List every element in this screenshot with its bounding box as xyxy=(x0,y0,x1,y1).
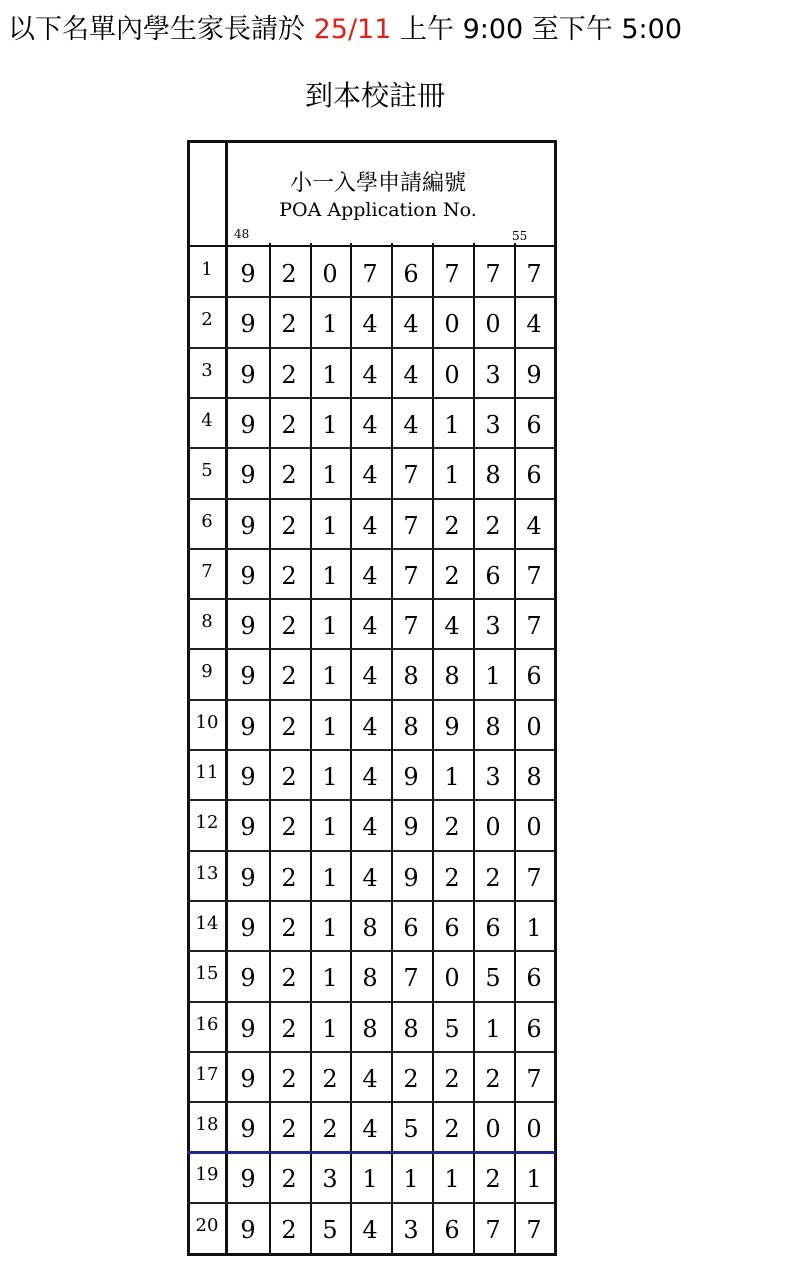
table-border-bottom xyxy=(187,1253,555,1256)
digit-cell: 2 xyxy=(281,1216,297,1244)
digit-cell: 4 xyxy=(362,763,378,791)
notice-subline: 到本校註冊 xyxy=(304,79,445,112)
digit-cell: 9 xyxy=(240,964,256,992)
row-number: 1 xyxy=(201,259,213,280)
row-number: 16 xyxy=(195,1014,219,1035)
digit-cell: 9 xyxy=(240,1065,256,1093)
row-divider xyxy=(187,1001,555,1003)
digit-cell: 0 xyxy=(485,813,501,841)
digit-cell: 2 xyxy=(281,260,297,288)
digit-cell: 4 xyxy=(362,512,378,540)
digit-cell: 7 xyxy=(485,1216,501,1244)
row-divider xyxy=(187,598,555,600)
digit-cell: 1 xyxy=(322,411,338,439)
digit-cell: 2 xyxy=(485,1165,501,1193)
digit-cell: 8 xyxy=(362,914,378,942)
table-row xyxy=(187,850,555,900)
digit-cell: 9 xyxy=(240,411,256,439)
digit-cell: 8 xyxy=(485,713,501,741)
column-position-start: 48 xyxy=(234,227,250,241)
digit-cell: 7 xyxy=(526,612,542,640)
table-row xyxy=(187,950,555,1000)
digit-cell: 2 xyxy=(485,512,501,540)
digit-cell: 1 xyxy=(526,1165,542,1193)
digit-cell: 0 xyxy=(485,1115,501,1143)
row-divider xyxy=(187,950,555,952)
table-row xyxy=(187,447,555,497)
table-header-english: POA Application No. xyxy=(279,199,477,221)
digit-cell: 9 xyxy=(240,713,256,741)
digit-cell: 1 xyxy=(485,1015,501,1043)
digit-cell: 8 xyxy=(485,461,501,489)
digit-cell: 2 xyxy=(281,1115,297,1143)
table-row xyxy=(187,246,555,296)
digit-cell: 1 xyxy=(322,713,338,741)
digit-cell: 8 xyxy=(526,763,542,791)
notice-text-start: 以下名單內學生家長請於 xyxy=(8,14,314,45)
row-divider xyxy=(187,1101,555,1103)
digit-cell: 6 xyxy=(444,1216,460,1244)
digit-cell: 2 xyxy=(281,512,297,540)
digit-cell: 9 xyxy=(444,713,460,741)
digit-cell: 7 xyxy=(526,260,542,288)
highlight-row-divider xyxy=(187,1151,555,1154)
digit-cell: 1 xyxy=(322,864,338,892)
digit-cell: 0 xyxy=(444,964,460,992)
digit-cell: 2 xyxy=(322,1065,338,1093)
digit-cell: 7 xyxy=(526,562,542,590)
digit-cell: 8 xyxy=(403,662,419,690)
row-divider xyxy=(187,799,555,801)
digit-cell: 4 xyxy=(362,864,378,892)
digit-cell: 6 xyxy=(485,914,501,942)
row-number: 18 xyxy=(195,1114,219,1135)
row-number: 10 xyxy=(195,712,219,733)
digit-cell: 9 xyxy=(240,1115,256,1143)
digit-cell: 9 xyxy=(240,562,256,590)
digit-cell: 4 xyxy=(362,411,378,439)
digit-cell: 4 xyxy=(362,361,378,389)
digit-cell: 2 xyxy=(485,1065,501,1093)
row-number: 4 xyxy=(201,410,213,431)
digit-cell: 5 xyxy=(485,964,501,992)
table-row xyxy=(187,749,555,799)
digit-cell: 7 xyxy=(526,1216,542,1244)
row-number: 11 xyxy=(195,762,219,783)
row-divider xyxy=(187,1051,555,1053)
digit-cell: 2 xyxy=(444,512,460,540)
registration-date: 25/11 xyxy=(313,14,392,45)
digit-cell: 1 xyxy=(444,461,460,489)
digit-cell: 7 xyxy=(403,562,419,590)
digit-cell: 3 xyxy=(322,1165,338,1193)
digit-cell: 4 xyxy=(362,713,378,741)
table-row xyxy=(187,548,555,598)
digit-cell: 1 xyxy=(362,1165,378,1193)
digit-cell: 9 xyxy=(240,260,256,288)
digit-cell: 7 xyxy=(403,461,419,489)
table-row xyxy=(187,799,555,849)
digit-cell: 1 xyxy=(322,964,338,992)
digit-cell: 4 xyxy=(526,310,542,338)
digit-cell: 4 xyxy=(362,813,378,841)
digit-cell: 7 xyxy=(403,612,419,640)
digit-cell: 8 xyxy=(362,1015,378,1043)
digit-cell: 2 xyxy=(281,411,297,439)
digit-cell: 7 xyxy=(403,964,419,992)
digit-cell: 2 xyxy=(281,361,297,389)
registration-notice xyxy=(8,8,783,52)
digit-cell: 2 xyxy=(444,864,460,892)
digit-cell: 9 xyxy=(240,813,256,841)
digit-cell: 8 xyxy=(403,1015,419,1043)
row-number: 17 xyxy=(195,1064,219,1085)
digit-cell: 4 xyxy=(362,612,378,640)
digit-cell: 2 xyxy=(444,1065,460,1093)
digit-cell: 6 xyxy=(526,1015,542,1043)
digit-cell: 3 xyxy=(485,763,501,791)
digit-cell: 2 xyxy=(444,1115,460,1143)
digit-cell: 4 xyxy=(362,1115,378,1143)
digit-cell: 6 xyxy=(526,461,542,489)
digit-cell: 8 xyxy=(362,964,378,992)
digit-cell: 6 xyxy=(403,260,419,288)
table-border-top xyxy=(187,140,555,143)
digit-cell: 2 xyxy=(281,1015,297,1043)
digit-cell: 1 xyxy=(444,763,460,791)
digit-cell: 4 xyxy=(362,310,378,338)
digit-cell: 7 xyxy=(362,260,378,288)
row-divider xyxy=(187,900,555,902)
digit-cell: 0 xyxy=(485,310,501,338)
digit-cell: 3 xyxy=(485,361,501,389)
digit-cell: 2 xyxy=(281,914,297,942)
digit-cell: 9 xyxy=(240,662,256,690)
digit-cell: 0 xyxy=(526,1115,542,1143)
digit-cell: 1 xyxy=(485,662,501,690)
row-divider xyxy=(187,850,555,852)
digit-cell: 9 xyxy=(403,864,419,892)
digit-cell: 4 xyxy=(362,461,378,489)
row-number: 13 xyxy=(195,863,219,884)
digit-cell: 0 xyxy=(526,713,542,741)
table-row xyxy=(187,598,555,648)
digit-cell: 1 xyxy=(322,461,338,489)
digit-cell: 4 xyxy=(362,662,378,690)
notice-text-time: 上午 9:00 至下午 5:00 xyxy=(391,14,682,45)
table-row xyxy=(187,1202,555,1252)
digit-cell: 2 xyxy=(281,662,297,690)
digit-cell: 4 xyxy=(403,411,419,439)
digit-cell: 6 xyxy=(526,662,542,690)
row-number: 5 xyxy=(201,460,213,481)
digit-cell: 8 xyxy=(444,662,460,690)
row-number: 9 xyxy=(201,661,213,682)
table-row xyxy=(187,1101,555,1151)
digit-cell: 9 xyxy=(240,310,256,338)
row-number: 3 xyxy=(201,360,213,381)
digit-cell: 4 xyxy=(362,1216,378,1244)
digit-cell: 2 xyxy=(281,813,297,841)
digit-cell: 2 xyxy=(444,562,460,590)
row-divider xyxy=(187,749,555,751)
table-row xyxy=(187,498,555,548)
row-number: 15 xyxy=(195,963,219,984)
digit-cell: 9 xyxy=(240,612,256,640)
digit-cell: 2 xyxy=(281,461,297,489)
row-number: 20 xyxy=(195,1215,219,1236)
row-divider xyxy=(187,548,555,550)
digit-cell: 9 xyxy=(240,512,256,540)
row-divider xyxy=(187,648,555,650)
digit-cell: 5 xyxy=(444,1015,460,1043)
digit-cell: 1 xyxy=(444,1165,460,1193)
digit-cell: 2 xyxy=(403,1065,419,1093)
digit-cell: 4 xyxy=(362,562,378,590)
digit-cell: 2 xyxy=(281,562,297,590)
row-number: 7 xyxy=(201,561,213,582)
digit-cell: 4 xyxy=(444,612,460,640)
table-row xyxy=(187,648,555,698)
digit-cell: 1 xyxy=(403,1165,419,1193)
digit-cell: 1 xyxy=(322,310,338,338)
digit-cell: 2 xyxy=(322,1115,338,1143)
digit-cell: 3 xyxy=(403,1216,419,1244)
table-row xyxy=(187,296,555,346)
digit-cell: 9 xyxy=(240,1165,256,1193)
digit-cell: 1 xyxy=(322,914,338,942)
digit-cell: 5 xyxy=(403,1115,419,1143)
row-number: 14 xyxy=(195,913,219,934)
digit-cell: 1 xyxy=(322,612,338,640)
digit-cell: 4 xyxy=(403,361,419,389)
digit-cell: 1 xyxy=(322,763,338,791)
row-divider xyxy=(187,296,555,298)
digit-cell: 2 xyxy=(485,864,501,892)
digit-cell: 9 xyxy=(240,914,256,942)
digit-cell: 1 xyxy=(322,1015,338,1043)
digit-cell: 2 xyxy=(281,1065,297,1093)
table-row xyxy=(187,900,555,950)
row-number: 6 xyxy=(201,511,213,532)
digit-cell: 2 xyxy=(281,713,297,741)
digit-cell: 6 xyxy=(444,914,460,942)
row-number: 2 xyxy=(201,309,213,330)
digit-cell: 9 xyxy=(240,763,256,791)
digit-cell: 8 xyxy=(403,713,419,741)
digit-cell: 2 xyxy=(281,964,297,992)
digit-cell: 1 xyxy=(322,662,338,690)
digit-cell: 2 xyxy=(281,310,297,338)
digit-cell: 4 xyxy=(362,1065,378,1093)
digit-cell: 7 xyxy=(526,864,542,892)
digit-cell: 2 xyxy=(281,864,297,892)
column-position-end: 55 xyxy=(512,229,528,243)
digit-cell: 9 xyxy=(240,461,256,489)
row-divider xyxy=(187,397,555,399)
table-row xyxy=(187,1051,555,1101)
table-row xyxy=(187,347,555,397)
digit-cell: 9 xyxy=(240,1216,256,1244)
table-row xyxy=(187,397,555,447)
digit-cell: 2 xyxy=(444,813,460,841)
digit-cell: 0 xyxy=(322,260,338,288)
digit-cell: 7 xyxy=(485,260,501,288)
digit-cell: 5 xyxy=(322,1216,338,1244)
digit-cell: 1 xyxy=(322,512,338,540)
digit-cell: 2 xyxy=(281,612,297,640)
row-divider xyxy=(187,347,555,349)
digit-cell: 9 xyxy=(526,361,542,389)
table-header-chinese: 小一入學申請編號 xyxy=(289,171,466,196)
digit-cell: 9 xyxy=(403,813,419,841)
digit-cell: 0 xyxy=(444,310,460,338)
table-row xyxy=(187,1001,555,1051)
digit-cell: 1 xyxy=(322,813,338,841)
row-divider xyxy=(187,1202,555,1204)
digit-cell: 0 xyxy=(526,813,542,841)
digit-cell: 3 xyxy=(485,411,501,439)
digit-cell: 6 xyxy=(485,562,501,590)
row-number: 8 xyxy=(201,611,213,632)
row-number: 19 xyxy=(195,1164,219,1185)
digit-cell: 9 xyxy=(240,864,256,892)
digit-cell: 1 xyxy=(444,411,460,439)
digit-cell: 1 xyxy=(526,914,542,942)
digit-cell: 9 xyxy=(403,763,419,791)
row-divider xyxy=(187,498,555,500)
digit-cell: 1 xyxy=(322,361,338,389)
row-divider xyxy=(187,699,555,701)
row-divider xyxy=(187,447,555,449)
digit-cell: 3 xyxy=(485,612,501,640)
digit-cell: 2 xyxy=(281,1165,297,1193)
table-row xyxy=(187,699,555,749)
digit-cell: 9 xyxy=(240,361,256,389)
digit-cell: 7 xyxy=(403,512,419,540)
application-number-table xyxy=(187,140,560,1258)
digit-cell: 7 xyxy=(444,260,460,288)
digit-cell: 2 xyxy=(281,763,297,791)
digit-cell: 0 xyxy=(444,361,460,389)
digit-cell: 9 xyxy=(240,1015,256,1043)
digit-cell: 4 xyxy=(403,310,419,338)
row-number: 12 xyxy=(195,812,219,833)
digit-cell: 6 xyxy=(526,964,542,992)
digit-cell: 6 xyxy=(526,411,542,439)
digit-cell: 4 xyxy=(526,512,542,540)
table-row xyxy=(187,1151,555,1201)
digit-cell: 1 xyxy=(322,562,338,590)
digit-cell: 7 xyxy=(526,1065,542,1093)
digit-cell: 6 xyxy=(403,914,419,942)
